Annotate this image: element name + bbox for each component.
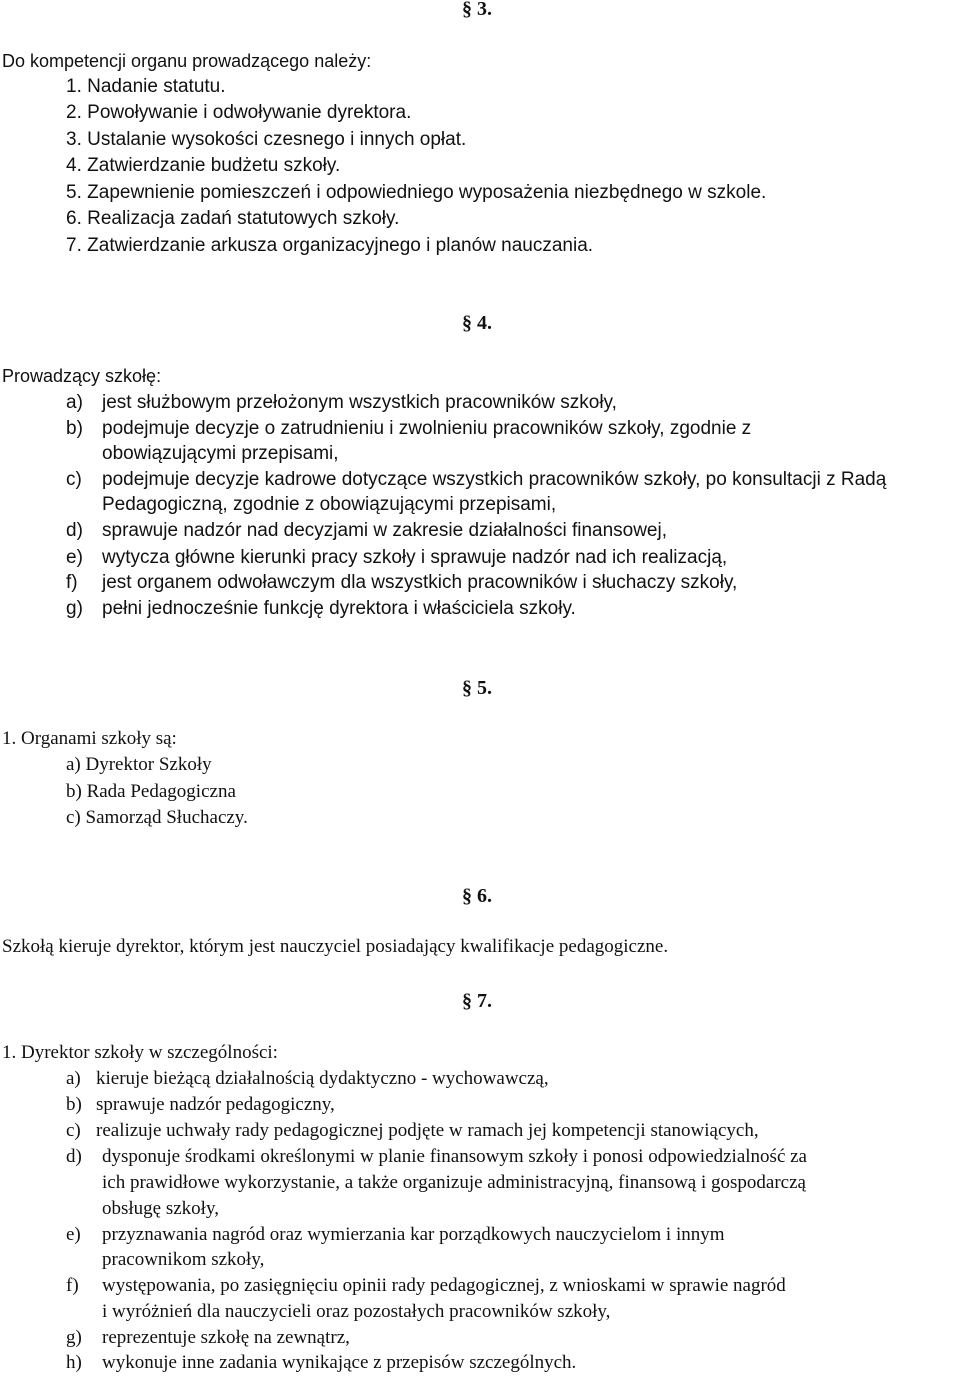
item-letter: f): [66, 572, 78, 593]
item-text: Realizacja zadań statutowych szkoły.: [87, 208, 400, 229]
item-text-continued: i wyróżnień dla nauczycieli oraz pozostałych pracowników szkoły,: [102, 1301, 611, 1322]
item-text: realizuje uchwały rady pedagogicznej podjęte w ramach jej kompetencji stanowiących,: [96, 1120, 759, 1141]
list-item: a) Dyrektor Szkoły: [66, 754, 212, 775]
item-letter: d): [66, 520, 83, 541]
item-letter: f): [66, 1275, 79, 1296]
item-text: Zapewnienie pomieszczeń i odpowiedniego wyposażenia niezbędnego w szkole.: [87, 182, 767, 203]
item-number: 5.: [66, 182, 82, 203]
item-letter: e): [66, 547, 83, 568]
item-text: sprawuje nadzór pedagogiczny,: [96, 1094, 335, 1115]
list-item: [66, 233, 593, 259]
item-letter: c): [66, 469, 82, 490]
section-7-intro: 1. Dyrektor szkoły w szczególności:: [2, 1042, 278, 1063]
list-item: b) Rada Pedagogiczna: [66, 781, 236, 802]
item-text: jest służbowym przełożonym wszystkich pracowników szkoły,: [102, 392, 617, 413]
item-letter: e): [66, 1224, 81, 1245]
list-item: [66, 180, 766, 206]
list-item: [66, 153, 340, 179]
item-text: Nadanie statutu.: [87, 76, 226, 97]
section-3-heading: § 3.: [462, 0, 492, 20]
section-4-intro: Prowadzący szkołę:: [2, 366, 162, 386]
item-text: przyznawania nagród oraz wymierzania kar porządkowych nauczycielom i innym: [102, 1224, 725, 1245]
item-text: reprezentuje szkołę na zewnątrz,: [102, 1327, 350, 1348]
item-text: podejmuje decyzje o zatrudnieniu i zwolnieniu pracowników szkoły, zgodnie z: [102, 418, 752, 439]
item-text-continued: pracownikom szkoły,: [102, 1249, 265, 1270]
item-text-continued: obsługę szkoły,: [102, 1198, 219, 1219]
section-4-heading: § 4.: [462, 312, 492, 334]
item-letter: a): [66, 1068, 81, 1089]
list-item: [66, 74, 226, 100]
item-text: pełni jednocześnie funkcję dyrektora i właściciela szkoły.: [102, 598, 576, 619]
item-text: Zatwierdzanie budżetu szkoły.: [87, 155, 341, 176]
item-text: sprawuje nadzór nad decyzjami w zakresie działalności finansowej,: [102, 520, 667, 541]
item-text: jest organem odwoławczym dla wszystkich pracowników i słuchaczy szkoły,: [102, 572, 738, 593]
section-6-heading: § 6.: [462, 885, 492, 907]
item-letter: h): [66, 1352, 82, 1373]
list-item: c) Samorząd Słuchaczy.: [66, 807, 248, 828]
section-5-heading: § 5.: [462, 677, 492, 699]
item-text: wytycza główne kierunki pracy szkoły i sprawuje nadzór nad ich realizacją,: [102, 547, 728, 568]
item-number: 1.: [66, 76, 82, 97]
item-letter: a): [66, 392, 83, 413]
item-letter: b): [66, 418, 83, 439]
item-text: Zatwierdzanie arkusza organizacyjnego i planów nauczania.: [87, 235, 594, 256]
section-7-heading: § 7.: [462, 990, 492, 1012]
item-letter: g): [66, 1327, 82, 1348]
section-3-intro: Do kompetencji organu prowadzącego należy:: [2, 51, 372, 71]
item-number: 2.: [66, 102, 82, 123]
list-item: [66, 100, 411, 126]
item-number: 6.: [66, 208, 82, 229]
section-5-intro: 1. Organami szkoły są:: [2, 728, 177, 749]
item-number: 3.: [66, 129, 82, 150]
item-letter: b): [66, 1094, 82, 1115]
item-letter: c): [66, 1120, 81, 1141]
item-text: występowania, po zasięgnięciu opinii rady pedagogicznej, z wnioskami w sprawie nagród: [102, 1275, 786, 1296]
item-text: kieruje bieżącą działalnością dydaktyczno - wychowawczą,: [96, 1068, 549, 1089]
item-text-continued: obowiązującymi przepisami,: [102, 443, 339, 464]
item-letter: g): [66, 598, 83, 619]
item-number: 7.: [66, 235, 82, 256]
item-text: dysponuje środkami określonymi w planie finansowym szkoły i ponosi odpowiedzialność za: [102, 1146, 807, 1167]
item-text: podejmuje decyzje kadrowe dotyczące wszystkich pracowników szkoły, po konsultacji z Radą: [102, 469, 887, 490]
item-text-continued: ich prawidłowe wykorzystanie, a także organizuje administracyjną, finansową i gospodarczą: [102, 1172, 806, 1193]
item-text: wykonuje inne zadania wynikające z przepisów szczególnych.: [102, 1352, 577, 1373]
list-item: [66, 206, 399, 232]
item-text-continued: Pedagogiczną, zgodnie z obowiązującymi przepisami,: [102, 494, 557, 515]
list-item: [66, 127, 466, 153]
section-6-text: Szkołą kieruje dyrektor, którym jest nauczyciel posiadający kwalifikacje pedagogiczne.: [2, 936, 669, 957]
item-text: Powoływanie i odwoływanie dyrektora.: [87, 102, 412, 123]
item-text: Ustalanie wysokości czesnego i innych opłat.: [87, 129, 467, 150]
item-number: 4.: [66, 155, 82, 176]
item-letter: d): [66, 1146, 82, 1167]
